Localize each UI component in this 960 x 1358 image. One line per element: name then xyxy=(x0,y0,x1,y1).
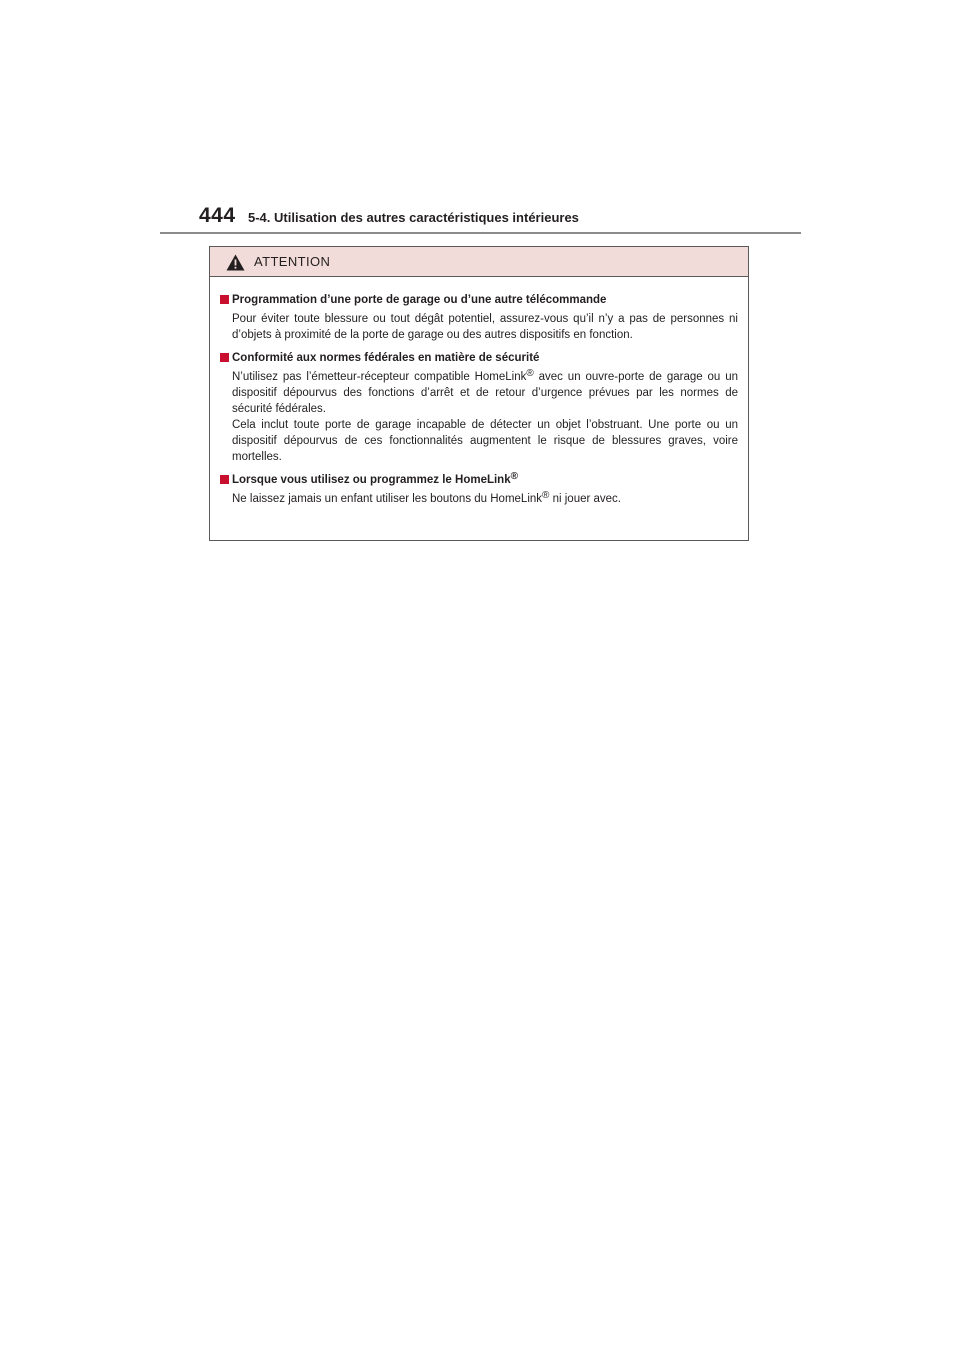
warning-header xyxy=(210,247,748,277)
item-paragraph: Ne laissez jamais un enfant utiliser les boutons du HomeLink® ni jouer avec. xyxy=(232,490,622,505)
warning-triangle-icon xyxy=(226,254,245,271)
page-number: 444 xyxy=(199,204,236,227)
item-heading-text: Programmation d’une porte de garage ou d’une autre télécommande xyxy=(232,294,607,306)
item-text xyxy=(232,491,738,507)
item-heading xyxy=(220,292,738,308)
warning-body xyxy=(210,277,748,507)
item-text xyxy=(232,369,738,465)
item-paragraph: Pour éviter toute blessure ou tout dégât potentiel, assurez-vous qu’il n’y a pas de personnes ni d’objets à proximité de la porte de garage ou des autres dispositifs en fonction. xyxy=(232,313,738,341)
item-heading-text: Lorsque vous utilisez ou programmez le HomeLink® xyxy=(232,471,518,486)
warning-item-programming xyxy=(220,292,738,343)
header-rule xyxy=(160,232,801,234)
registered-mark: ® xyxy=(542,490,550,501)
page-header xyxy=(199,204,799,234)
registered-mark: ® xyxy=(526,368,534,379)
warning-item-federal-standards xyxy=(220,350,738,465)
item-heading-text: Conformité aux normes fédérales en matière de sécurité xyxy=(232,352,540,364)
item-heading xyxy=(220,472,738,488)
item-paragraph: Cela inclut toute porte de garage incapable de détecter un objet l’obstruant. Une porte ou un dispositif dépourvus de ces fonctionnalités augmentent le risque de blessures graves, voire mortelles. xyxy=(232,419,738,463)
item-heading xyxy=(220,350,738,366)
square-bullet-icon xyxy=(220,353,229,362)
square-bullet-icon xyxy=(220,475,229,484)
item-text xyxy=(232,311,738,343)
section-title: 5-4. Utilisation des autres caractéristiques intérieures xyxy=(248,210,579,225)
registered-mark: ® xyxy=(510,471,518,482)
warning-title: ATTENTION xyxy=(254,254,331,269)
warning-item-homelink-use xyxy=(220,472,738,507)
item-paragraph: N’utilisez pas l’émetteur-récepteur compatible HomeLink® avec un ouvre-porte de garage ou un dispositif dépourvus des fonctions d’arrêt et de retour d’urgence prévues par les normes de sécurité fédérales. xyxy=(232,368,738,415)
square-bullet-icon xyxy=(220,295,229,304)
warning-box xyxy=(209,246,749,541)
